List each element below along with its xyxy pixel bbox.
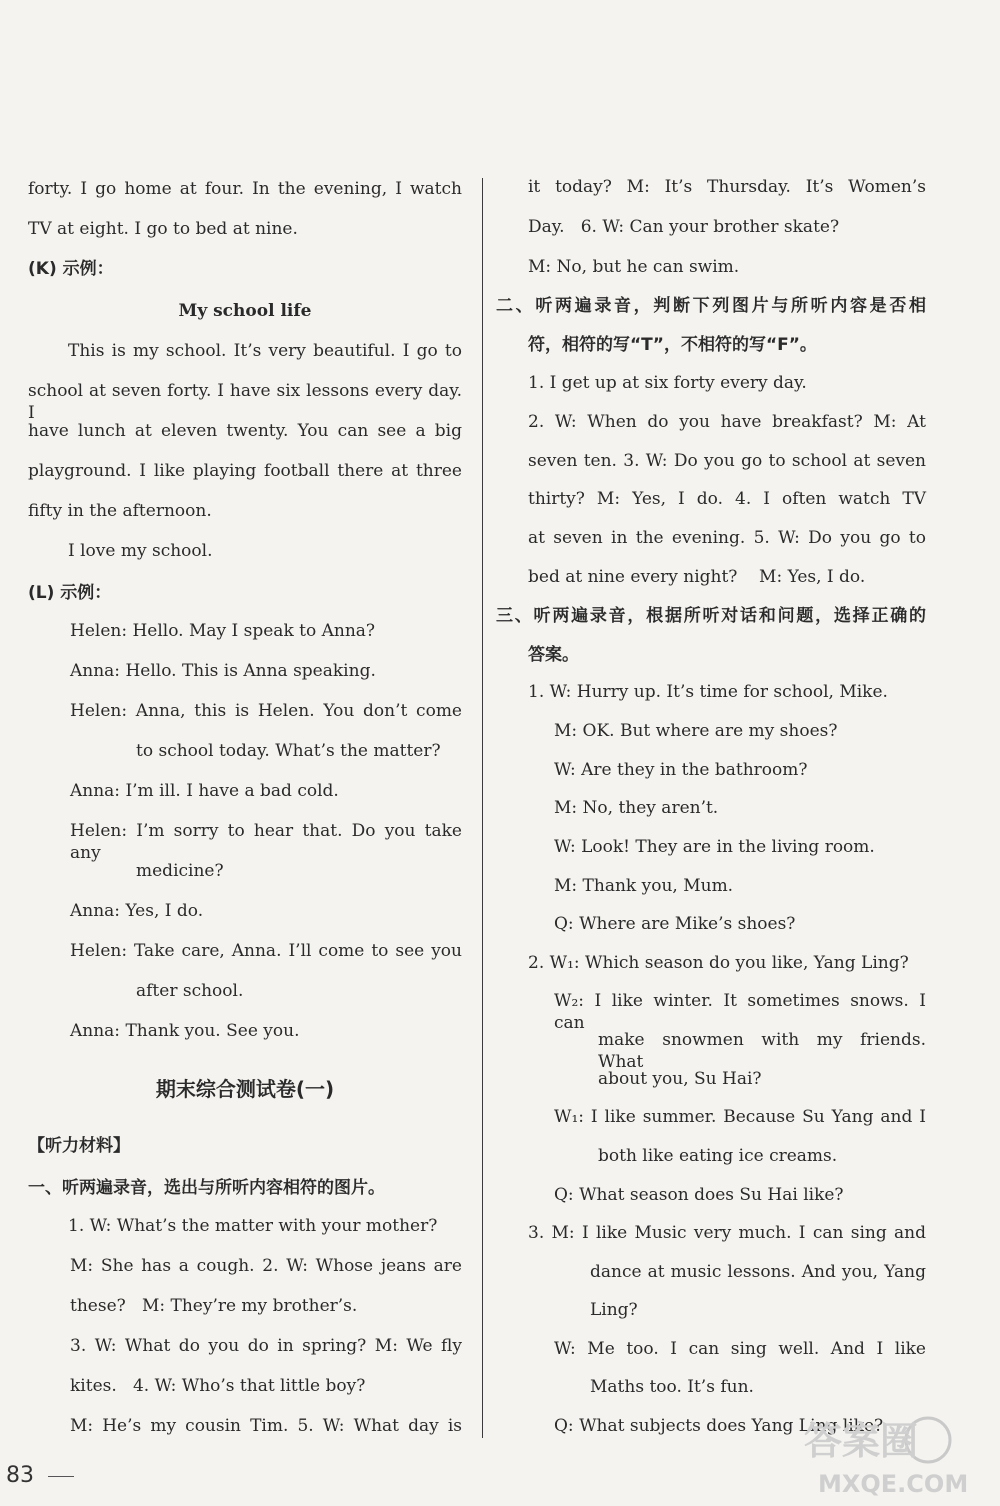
text-line: Helen: Hello. May I speak to Anna? bbox=[70, 621, 376, 641]
text-line: 2. W: When do you have breakfast? M: At bbox=[528, 412, 926, 432]
text-line: My school life bbox=[178, 301, 312, 321]
text-line: 2. W₁: Which season do you like, Yang Ling? bbox=[528, 953, 909, 973]
text-line: 1. W: Hurry up. It’s time for school, Mike. bbox=[528, 682, 888, 702]
text-line: M: No, but he can swim. bbox=[528, 257, 740, 277]
section-heading: (K) 示例： bbox=[28, 259, 114, 279]
section-heading: 二、听两遍录音，判断下列图片与所听内容是否相 bbox=[496, 296, 926, 316]
text-line: Anna: Thank you. See you. bbox=[70, 1021, 300, 1041]
text-line: seven ten. 3. W: Do you go to school at seven bbox=[528, 451, 926, 471]
text-line: Day. 6. W: Can your brother skate? bbox=[528, 217, 840, 237]
section-heading: (L) 示例： bbox=[28, 583, 112, 603]
text-line: forty. I go home at four. In the evening, I watch bbox=[28, 179, 462, 199]
text-line: Anna: I’m ill. I have a bad cold. bbox=[70, 781, 339, 801]
text-line: This is my school. It’s very beautiful. I go to bbox=[68, 341, 462, 361]
svg-text:MXQE.COM: MXQE.COM bbox=[818, 1470, 969, 1498]
text-line: Ling? bbox=[590, 1300, 638, 1320]
svg-text:答案圈: 答案圈 bbox=[804, 1419, 919, 1463]
page-number: 83 bbox=[6, 1463, 34, 1488]
text-line: these? M: They’re my brother’s. bbox=[70, 1296, 358, 1316]
text-line: W₁: I like summer. Because Su Yang and I bbox=[554, 1107, 926, 1127]
text-line: both like eating ice creams. bbox=[598, 1146, 838, 1166]
section-heading: 符，相符的写“T”，不相符的写“F”。 bbox=[528, 335, 817, 355]
text-line: W: Are they in the bathroom? bbox=[554, 760, 808, 780]
text-line: at seven in the evening. 5. W: Do you go to bbox=[528, 528, 926, 548]
text-line: Q: What subjects does Yang Ling like? bbox=[554, 1416, 884, 1436]
text-line: Maths too. It’s fun. bbox=[590, 1377, 754, 1397]
text-line: thirty? M: Yes, I do. 4. I often watch TV bbox=[528, 489, 926, 509]
watermark-logo bbox=[798, 1410, 988, 1498]
text-line: kites. 4. W: Who’s that little boy? bbox=[70, 1376, 366, 1396]
text-line: Q: What season does Su Hai like? bbox=[554, 1185, 844, 1205]
text-line: M: He’s my cousin Tim. 5. W: What day is bbox=[70, 1416, 462, 1436]
text-line: medicine? bbox=[136, 861, 224, 881]
text-line: M: OK. But where are my shoes? bbox=[554, 721, 838, 741]
text-line: Helen: I’m sorry to hear that. Do you take any bbox=[70, 821, 462, 863]
text-line: Helen: Anna, this is Helen. You don’t come bbox=[70, 701, 462, 721]
text-line: after school. bbox=[136, 981, 244, 1001]
text-line: to school today. What’s the matter? bbox=[136, 741, 441, 761]
text-line: fifty in the afternoon. bbox=[28, 501, 212, 521]
page-number-dash bbox=[48, 1476, 74, 1477]
text-line: bed at nine every night? M: Yes, I do. bbox=[528, 567, 866, 587]
text-line: make snowmen with my friends. What bbox=[598, 1030, 926, 1072]
text-line: W: Look! They are in the living room. bbox=[554, 837, 875, 857]
text-line: have lunch at eleven twenty. You can see a big bbox=[28, 421, 462, 441]
text-line: M: Thank you, Mum. bbox=[554, 876, 734, 896]
text-line: M: No, they aren’t. bbox=[554, 798, 719, 818]
text-line: 1. W: What’s the matter with your mother? bbox=[68, 1216, 438, 1236]
text-line: 1. I get up at six forty every day. bbox=[528, 373, 807, 393]
text-line: Anna: Yes, I do. bbox=[70, 901, 204, 921]
section-heading: 【听力材料】 bbox=[28, 1136, 130, 1156]
text-line: dance at music lessons. And you, Yang bbox=[590, 1262, 926, 1282]
column-divider bbox=[482, 178, 483, 1438]
section-heading: 答案。 bbox=[528, 645, 579, 665]
text-line: Q: Where are Mike’s shoes? bbox=[554, 914, 796, 934]
text-line: school at seven forty. I have six lessons every day. I bbox=[28, 381, 462, 423]
text-line: M: She has a cough. 2. W: Whose jeans are bbox=[70, 1256, 462, 1276]
text-line: 3. M: I like Music very much. I can sing and bbox=[528, 1223, 926, 1243]
section-heading: 一、听两遍录音，选出与所听内容相符的图片。 bbox=[28, 1178, 385, 1198]
text-line: it today? M: It’s Thursday. It’s Women’s bbox=[528, 177, 926, 197]
text-line: W₂: I like winter. It sometimes snows. I can bbox=[554, 991, 926, 1033]
text-line: 3. W: What do you do in spring? M: We fly bbox=[70, 1336, 462, 1356]
text-line: playground. I like playing football there at three bbox=[28, 461, 462, 481]
text-line: TV at eight. I go to bed at nine. bbox=[28, 219, 298, 239]
text-line: Helen: Take care, Anna. I’ll come to see you bbox=[70, 941, 462, 961]
text-line: W: Me too. I can sing well. And I like bbox=[554, 1339, 926, 1359]
section-title: 期末综合测试卷(一) bbox=[155, 1077, 335, 1101]
text-line: Anna: Hello. This is Anna speaking. bbox=[70, 661, 376, 681]
section-heading: 三、听两遍录音，根据所听对话和问题，选择正确的 bbox=[496, 606, 926, 626]
text-line: I love my school. bbox=[68, 541, 213, 561]
text-line: about you, Su Hai? bbox=[598, 1069, 762, 1089]
